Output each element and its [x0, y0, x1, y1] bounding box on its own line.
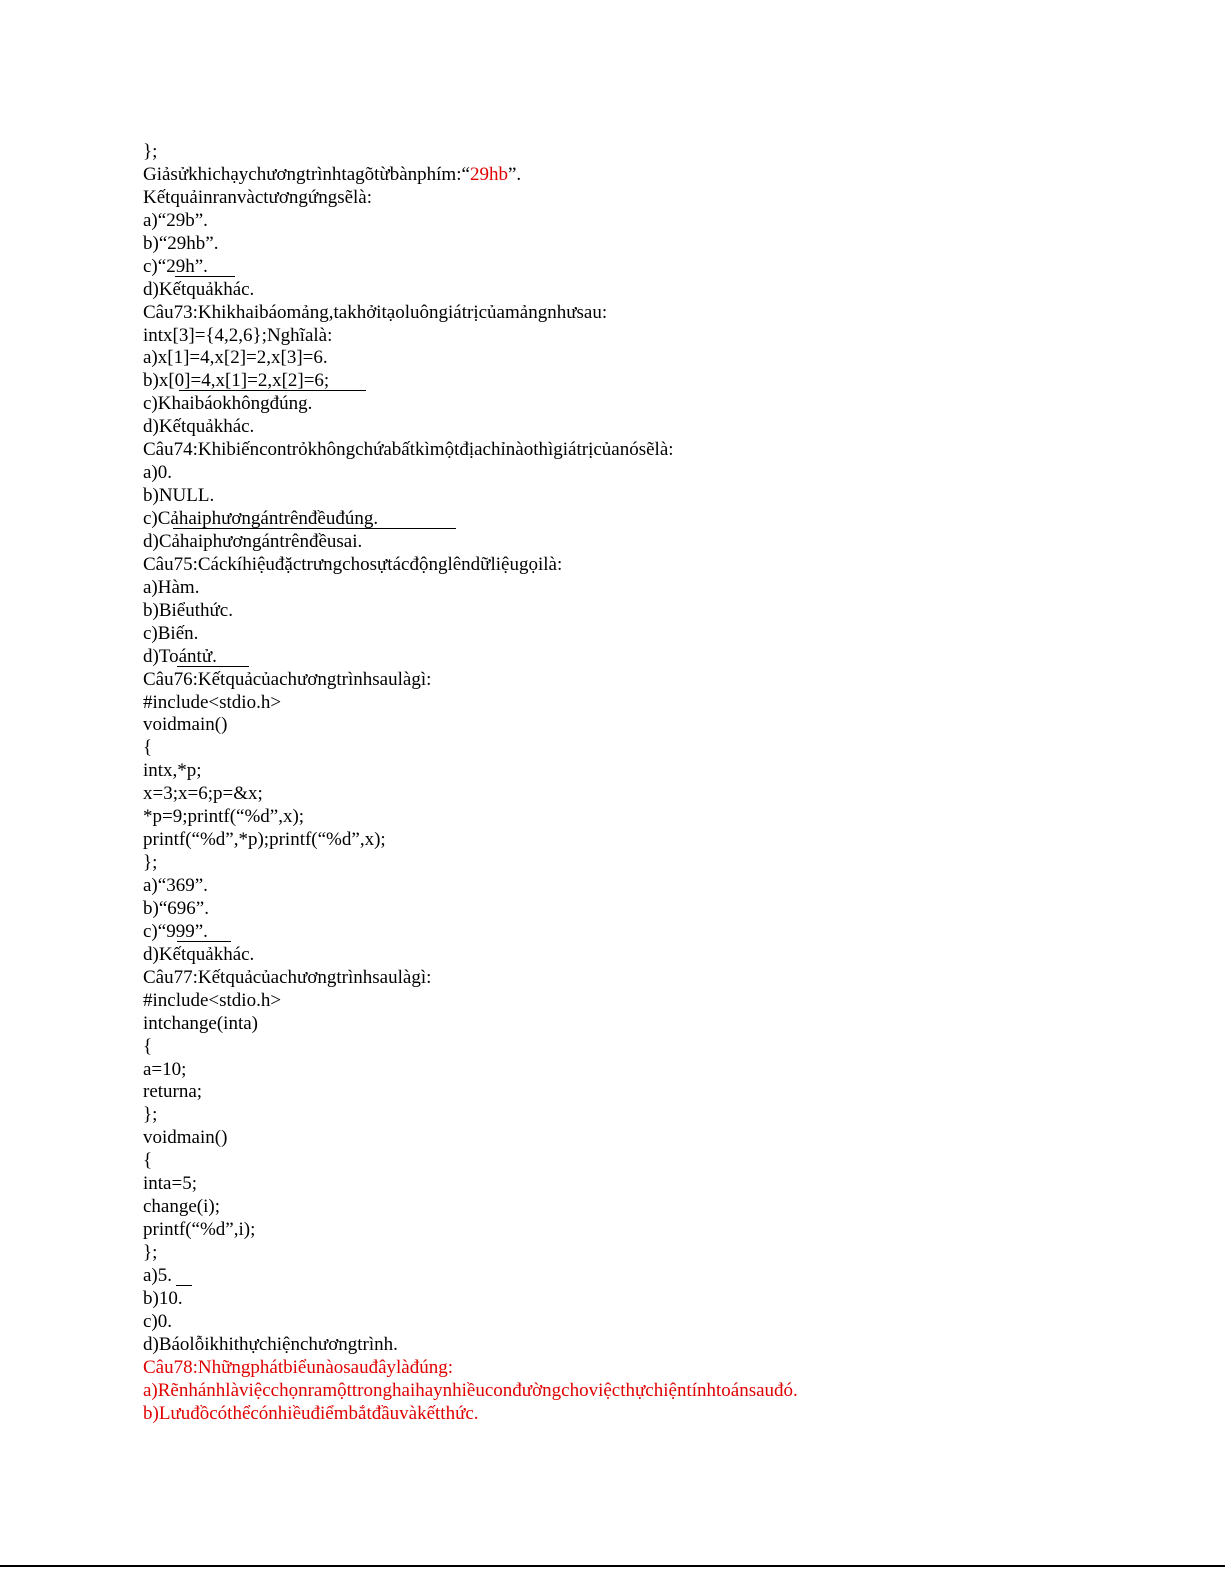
question-line: Câu75:Cáckíhiệuđặctrưngchosựtácđộnglêndữliệugọilà:: [143, 553, 563, 575]
code-line: intchange(inta): [143, 1012, 259, 1034]
text-span: ”.: [507, 163, 522, 185]
option-line-marked: [143, 646, 798, 669]
code-line: printf(“%d”,*p);printf(“%d”,x);: [143, 829, 386, 851]
option-line: b)Biểuthức.: [143, 599, 233, 621]
highlighted-input: 29hb: [469, 163, 508, 185]
question-line-highlighted: Câu78:Nhữngphátbiểunàosauđâylàđúng:: [143, 1356, 454, 1378]
option-line-highlighted: b)Lưuđồcóthểcónhiềuđiểmbắtđầuvàkếtthức.: [143, 1402, 479, 1424]
code-line: a=10;: [143, 1058, 187, 1080]
code-line: inta=5;: [143, 1173, 197, 1195]
code-line: };: [143, 852, 158, 874]
option-line-marked: [143, 256, 798, 279]
question-line: Câu76:Kếtquảcủachươngtrìnhsaulàgì:: [143, 668, 432, 690]
option-line: d)Kếtquảkhác.: [143, 943, 255, 965]
text-line: intx[3]={4,2,6};Nghĩalà:: [143, 324, 333, 346]
code-line: #include<stdio.h>: [143, 989, 282, 1011]
answer-underline: [177, 941, 231, 942]
answer-underline: [173, 528, 456, 529]
option-line: b)“29hb”.: [143, 232, 219, 254]
option-text: d)Toántử.: [143, 645, 217, 667]
option-line-marked: [143, 508, 798, 531]
answer-underline: [175, 276, 235, 277]
option-line-marked: [143, 921, 798, 944]
code-line: voidmain(): [143, 714, 228, 736]
option-line: a)“369”.: [143, 875, 208, 896]
code-line: voidmain(): [143, 1127, 228, 1149]
document-body: [143, 141, 798, 1426]
code-line: {: [143, 737, 153, 759]
option-text: c)Cảhaiphươngántrênđềuđúng.: [143, 508, 379, 529]
code-line: printf(“%d”,i);: [143, 1219, 256, 1241]
option-line: d)Kếtquảkhác.: [143, 278, 255, 300]
option-line: b)“696”.: [143, 897, 209, 919]
answer-underline: [179, 390, 366, 391]
question-line: Câu73:Khikhaibáomảng,takhởitạoluôngiátrịcủamảngnhưsau:: [143, 301, 608, 323]
option-line: c)Khaibáokhôngđúng.: [143, 393, 313, 415]
option-line: c)0.: [143, 1310, 173, 1332]
code-line: {: [143, 1035, 153, 1057]
question-line: Câu77:Kếtquảcủachươngtrìnhsaulàgì:: [143, 966, 432, 988]
code-line: change(i);: [143, 1196, 221, 1218]
code-line: x=3;x=6;p=&x;: [143, 783, 263, 805]
option-line: a)“29b”.: [143, 209, 208, 231]
page-bottom-border: [0, 1565, 1225, 1567]
question-line: Câu74:Khibiếncontrỏkhôngchứabấtkìmộtđịachỉnàothìgiátrịcủanósẽlà:: [143, 439, 674, 461]
option-line: c)Biến.: [143, 622, 199, 644]
option-line: b)10.: [143, 1287, 183, 1309]
code-line: {: [143, 1150, 153, 1172]
text-line: [143, 164, 798, 187]
code-line: #include<stdio.h>: [143, 691, 282, 713]
option-line-marked: [143, 370, 798, 393]
option-line-marked: [143, 1265, 798, 1288]
option-line: d)Kếtquảkhác.: [143, 416, 255, 438]
code-line: };: [143, 1104, 158, 1126]
option-line: d)Báolỗikhithựchiệnchươngtrình.: [143, 1333, 398, 1355]
option-text: c)“999”.: [143, 920, 208, 942]
option-line: a)x[1]=4,x[2]=2,x[3]=6.: [143, 347, 328, 369]
code-line: };: [143, 1242, 158, 1263]
answer-underline: [176, 1285, 192, 1286]
option-line: a)0.: [143, 462, 173, 484]
option-text: a)5.: [143, 1264, 173, 1286]
text-line: };: [143, 141, 158, 162]
option-line-highlighted: a)Rẽnhánhlàviệcchọnramộttronghaihaynhiềuconđườngchoviệcthựchiệntínhtoánsauđó.: [143, 1379, 798, 1401]
code-line: intx,*p;: [143, 760, 202, 782]
option-text: b)x[0]=4,x[1]=2,x[2]=6;: [143, 370, 330, 392]
option-text: c)“29h”.: [143, 255, 208, 277]
answer-underline: [177, 666, 249, 667]
option-line: b)NULL.: [143, 485, 215, 507]
option-line: a)Hàm.: [143, 576, 200, 598]
code-line: *p=9;printf(“%d”,x);: [143, 806, 305, 828]
option-line: d)Cảhaiphươngántrênđềusai.: [143, 530, 363, 552]
text-line: Kếtquảinranvàctươngứngsẽlà:: [143, 186, 373, 208]
code-line: returna;: [143, 1081, 203, 1103]
text-span: Giảsửkhichạychươngtrìnhtagõtừbànphím:“: [143, 163, 470, 185]
